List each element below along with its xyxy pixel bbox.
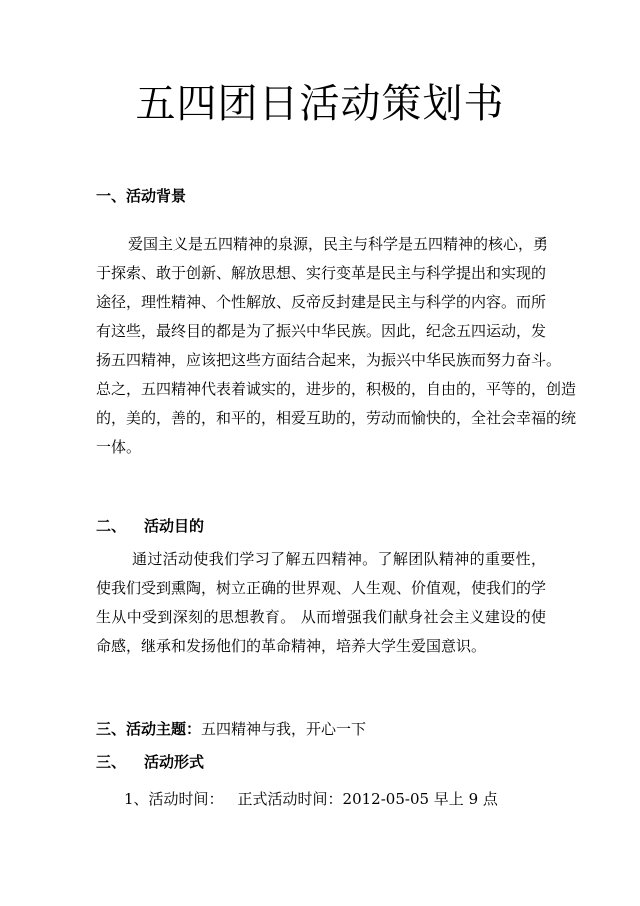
section-heading-text: 活动形式 xyxy=(144,753,205,771)
paragraph-line: 生从中受到深刻的思想教育。 从而增强我们献身社会主义建设的使 xyxy=(96,608,546,626)
section-heading-number: 二、 xyxy=(96,517,127,535)
paragraph-line: 一体。 xyxy=(96,438,142,456)
activity-time-label: 1、活动时间： xyxy=(124,790,224,808)
paragraph-line: 于探索、敢于创新、解放思想、实行变革是民主与科学提出和实现的 xyxy=(96,264,547,282)
section-heading-text: 三、活动主题： xyxy=(96,720,202,738)
section-heading-format xyxy=(96,752,204,772)
section-heading-background: 一、活动背景 xyxy=(96,187,187,205)
theme-value: 五四精神与我，开心一下 xyxy=(201,720,367,738)
section-heading-purpose xyxy=(96,516,204,536)
paragraph-line: 有这些，最终目的都是为了振兴中华民族。因此，纪念五四运动，发 xyxy=(96,322,547,340)
paragraph-line: 扬五四精神，应该把这些方面结合起来，为振兴中华民族而努力奋斗。 xyxy=(96,351,562,369)
section-purpose-paragraph xyxy=(96,545,546,661)
document-title: 五四团日活动策划书 xyxy=(135,81,505,127)
paragraph-line: 途径，理性精神、个性解放、反帝反封建是民主与科学的内容。而所 xyxy=(96,293,547,311)
section-heading-number: 三、 xyxy=(96,753,127,771)
paragraph-line: 的，美的，善的，和平的，相爱互助的，劳动而愉快的，全社会幸福的统 xyxy=(96,409,577,427)
paragraph-line: 爱国主义是五四精神的泉源，民主与科学是五四精神的核心，勇 xyxy=(128,235,549,253)
activity-time-item xyxy=(124,789,498,809)
paragraph-line: 通过活动使我们学习了解五四精神。了解团队精神的重要性， xyxy=(132,550,546,568)
section-heading-text: 活动目的 xyxy=(144,517,205,535)
paragraph-line: 命感，继承和发扬他们的革命精神，培养大学生爱国意识。 xyxy=(96,637,487,655)
section-background-paragraph xyxy=(96,230,577,462)
activity-time-value: 正式活动时间：2012-05-05 早上 9 点 xyxy=(237,790,498,808)
paragraph-line: 使我们受到熏陶，树立正确的世界观、人生观、价值观，使我们的学 xyxy=(96,579,547,597)
section-heading-theme xyxy=(96,719,366,739)
paragraph-line: 总之，五四精神代表着诚实的，进步的，积极的，自由的，平等的，创造 xyxy=(96,380,577,398)
